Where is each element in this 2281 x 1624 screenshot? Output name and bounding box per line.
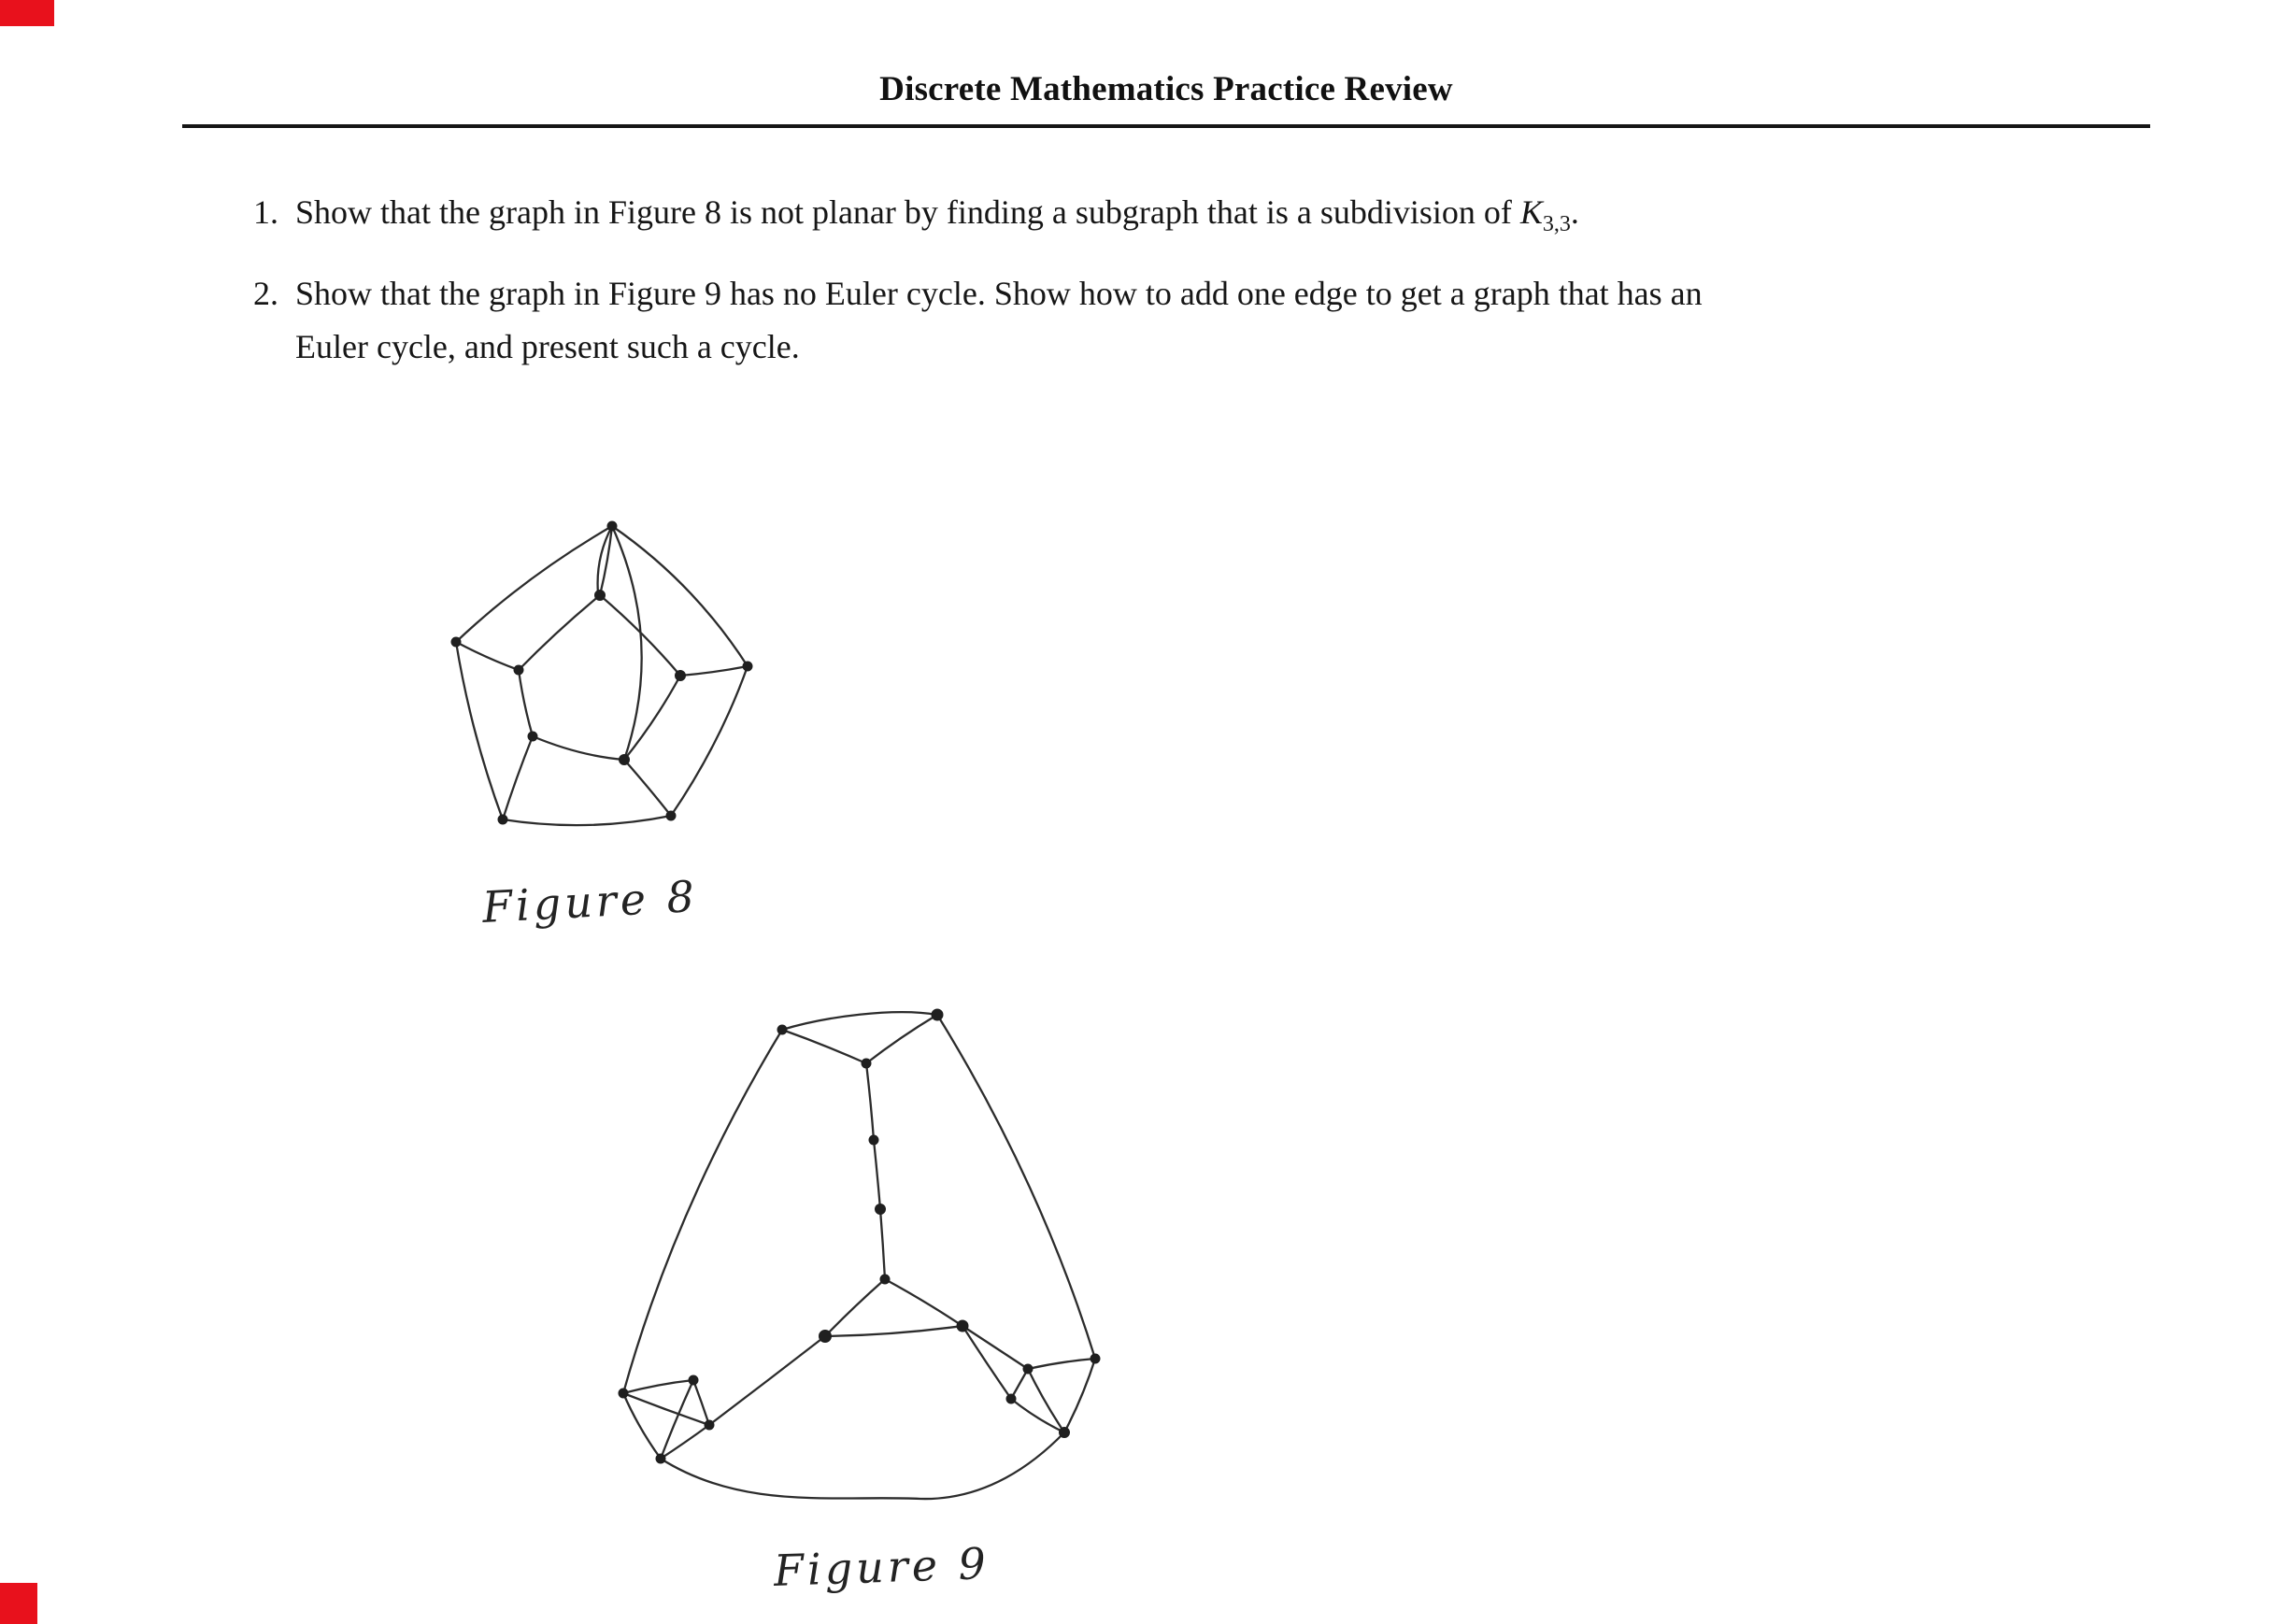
problem-1-number: 1. [253, 193, 278, 231]
figure-9-vertices [619, 1009, 1100, 1463]
page-title: Discrete Mathematics Practice Review [879, 70, 1453, 108]
scan-artifact-bottom-left [0, 1583, 37, 1624]
problem-item-1 [235, 186, 2142, 243]
figure-9-graph-drawing [603, 1002, 1191, 1558]
problem-1-text-after: . [1570, 193, 1579, 231]
figure-9-edges [623, 1012, 1095, 1499]
figure-9-caption: Figure 9 [773, 1537, 991, 1597]
problem-item-2 [235, 267, 2142, 374]
math-symbol-k: K [1519, 193, 1543, 231]
figure-8-caption: Figure 8 [480, 870, 700, 933]
figure-8-edges [456, 526, 748, 825]
figure-8 [439, 509, 776, 883]
problems-list [235, 186, 2142, 374]
problem-2-number: 2. [253, 275, 278, 313]
problem-2-line-2: Euler cycle, and present such a cycle. [295, 327, 800, 365]
problem-2-line-1: Show that the graph in Figure 9 has no Euler cycle. Show how to add one edge to get a graph that has an [295, 275, 1703, 313]
scan-artifact-top-left [0, 0, 54, 26]
document-header [182, 0, 2150, 128]
math-subscript: 3,3 [1542, 212, 1571, 237]
title-rule [182, 124, 2150, 128]
figure-9 [603, 1002, 1191, 1558]
problem-1-text-before: Show that the graph in Figure 8 is not planar by finding a subgraph that is a subdivision of [295, 193, 1520, 231]
problem-2-text [295, 267, 1703, 374]
problem-1-text [295, 186, 1579, 243]
figure-8-graph-drawing [439, 509, 776, 883]
